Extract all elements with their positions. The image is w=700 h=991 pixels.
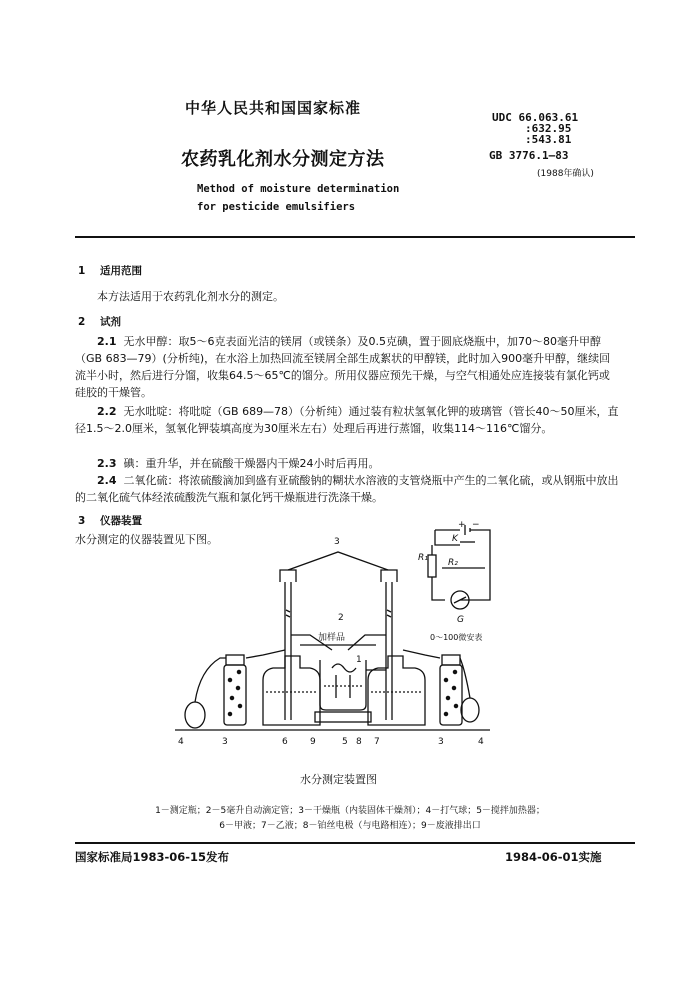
label-minus: − xyxy=(472,520,480,530)
label-meter: 0～100微安表 xyxy=(430,633,483,642)
document-title: 农药乳化剂水分测定方法 xyxy=(181,149,385,170)
gb-number: GB 3776.1—83 xyxy=(489,149,569,162)
right-bulb xyxy=(461,698,479,722)
label-6: 6 xyxy=(282,737,288,747)
paragraph-2-1-text: 无水甲醇：取5～6克表面光洁的镁屑（或镁条）及0.5克碘，置于圆底烧瓶中，加70～80毫升甲醇（GB 683—79）(分析纯)，在水浴上加热回流至镁屑全部生成絮状的甲醇镁，此时加入900毫升甲醇，继续回流半小时，然后进行分馏，收集64.5～65℃的馏分。所用仪器应预先干燥，与空气相通处应连接装有氯化钙或硅胶的干燥管。 xyxy=(75,335,611,399)
label-3-left: 3 xyxy=(222,737,228,747)
label-plus: + xyxy=(458,520,466,530)
paragraph-2-4-text: 二氧化硫：将浓硫酸滴加到盛有亚硫酸钠的糊状水溶液的支管烧瓶中产生的二氧化硫，或从钢瓶中放出的二氧化硫气体经浓硫酸洗气瓶和氯化钙干燥瓶进行洗涤干燥。 xyxy=(75,474,619,504)
section-2-number: 2 xyxy=(78,316,86,328)
apparatus-diagram xyxy=(160,520,540,760)
label-5: 5 xyxy=(342,737,348,747)
effective-date: 1984-06-01实施 xyxy=(505,850,602,864)
label-r1: R₁ xyxy=(418,553,428,563)
udc-classification xyxy=(492,112,578,145)
figure-caption: 水分测定装置图 xyxy=(300,773,377,786)
label-4-right: 4 xyxy=(478,737,484,747)
label-7: 7 xyxy=(374,737,380,747)
english-title-line2: for pesticide emulsifiers xyxy=(197,201,356,213)
paragraph-2-3-text: 碘：重升华，并在硫酸干燥器内干燥24小时后再用。 xyxy=(123,457,380,470)
english-title-line1: Method of moisture determination xyxy=(197,183,400,195)
section-1-number: 1 xyxy=(78,265,86,277)
paragraph-2-3 xyxy=(75,455,619,472)
right-drying-bottle xyxy=(440,655,462,725)
paragraph-2-4-number: 2.4 xyxy=(97,474,117,487)
section-2-title: 试剂 xyxy=(100,316,121,328)
label-r2: R₂ xyxy=(448,558,458,568)
right-burette xyxy=(386,582,392,720)
section-1-title: 适用范围 xyxy=(100,265,142,277)
paragraph-2-2 xyxy=(75,403,619,437)
label-3-right: 3 xyxy=(438,737,444,747)
paragraph-2-2-number: 2.2 xyxy=(97,405,117,418)
label-k: K xyxy=(452,534,458,544)
figure-legend-line1: 1－测定瓶；2－5毫升自动滴定管；3－干燥瓶（内装固体干燥剂）；4－打气球；5－搅拌加热器； xyxy=(155,806,545,816)
section-2-heading xyxy=(78,314,121,329)
right-liquid-bottle xyxy=(368,656,425,725)
english-title xyxy=(197,180,399,216)
paragraph-2-2-text: 无水吡啶：将吡啶（GB 689—78）（分析纯）通过装有粒状氢氧化钾的玻璃管（管长40～50厘米，直径1.5～2.0厘米，氢氧化钾装填高度为30厘米左右）处理后再进行蒸馏，收集114～116℃馏分。 xyxy=(75,405,619,435)
standard-name: 中华人民共和国国家标准 xyxy=(185,99,362,117)
label-3-top: 3 xyxy=(334,537,340,547)
left-bulb-tube xyxy=(195,658,226,702)
udc-line2: :632.95 xyxy=(525,122,572,135)
left-burette xyxy=(285,582,291,720)
section-1-text: 本方法适用于农药乳化剂水分的测定。 xyxy=(97,290,284,303)
section-1-heading xyxy=(78,263,142,278)
udc-line3: :543.81 xyxy=(525,133,572,146)
left-drying-bottle xyxy=(224,655,246,725)
figure-legend-line2: 6－甲液；7－乙液；8－铂丝电极（与电路相连）；9－废液排出口 xyxy=(219,821,481,831)
udc-line1: UDC 66.063.61 xyxy=(492,111,579,124)
header-rule xyxy=(75,236,635,238)
label-1: 1 xyxy=(356,655,362,665)
paragraph-2-3-number: 2.3 xyxy=(97,457,117,470)
stirrer-heater xyxy=(315,712,371,722)
drying-connectors xyxy=(246,650,440,658)
paragraph-2-1-number: 2.1 xyxy=(97,335,117,348)
measurement-cell xyxy=(320,660,366,710)
label-8: 8 xyxy=(356,737,362,747)
issue-date: 国家标准局1983-06-15发布 xyxy=(75,850,230,864)
paragraph-2-4 xyxy=(75,472,619,506)
section-3-heading xyxy=(78,513,142,528)
section-3-number: 3 xyxy=(78,515,86,527)
section-3-text: 水分测定的仪器装置见下图。 xyxy=(75,533,218,546)
label-4-left: 4 xyxy=(178,737,184,747)
section-3-title: 仪器装置 xyxy=(100,515,142,527)
label-add-sample: 加样品 xyxy=(318,633,346,643)
top-drying-link xyxy=(288,552,388,570)
top-caps xyxy=(280,570,397,582)
confirmation-note: (1988年确认) xyxy=(537,169,594,179)
right-burette-valve xyxy=(387,610,391,617)
left-bulb xyxy=(185,702,205,728)
left-burette-valve xyxy=(286,610,290,617)
label-g: G xyxy=(457,615,464,625)
footer-rule xyxy=(75,842,635,844)
paragraph-2-1 xyxy=(75,333,619,401)
label-2: 2 xyxy=(338,613,344,623)
label-9: 9 xyxy=(310,737,316,747)
electric-circuit xyxy=(428,525,490,609)
